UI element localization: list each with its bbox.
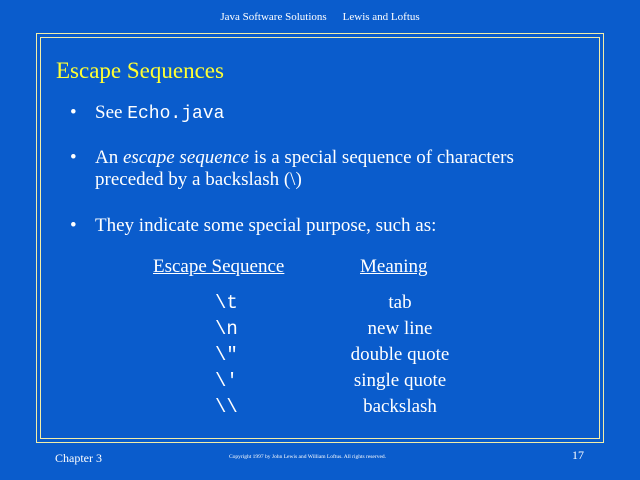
slide-frame-inner xyxy=(40,37,600,439)
bullet-line-2: preceded by a backslash (\) xyxy=(95,169,302,190)
book-title: Java Software Solutions xyxy=(220,11,327,23)
bullet-line-1 xyxy=(95,147,514,168)
table-header-sequence: Escape Sequence xyxy=(153,256,285,277)
bullet-dot-icon: • xyxy=(70,147,77,168)
slide-header xyxy=(0,11,640,23)
bullet-text xyxy=(95,102,224,125)
bullet-text: They indicate some special purpose, such as: xyxy=(95,215,437,236)
slide-title: Escape Sequences xyxy=(56,58,224,83)
escape-sequence-column xyxy=(215,290,238,420)
escape-sequence-cell: \' xyxy=(215,370,238,392)
bullet-dot-icon: • xyxy=(70,215,77,236)
code-filename: Echo.java xyxy=(127,104,225,124)
meaning-cell: new line xyxy=(367,318,433,339)
meaning-cell: backslash xyxy=(363,396,437,417)
meaning-column xyxy=(330,290,470,420)
page-number: 17 xyxy=(572,448,584,462)
escape-sequence-cell: \" xyxy=(215,344,238,366)
bullet-dot-icon: • xyxy=(70,102,77,123)
escape-sequence-cell: \n xyxy=(215,318,238,340)
bullet-term: escape sequence xyxy=(122,147,250,168)
book-authors: Lewis and Loftus xyxy=(342,11,420,23)
escape-sequence-cell: \t xyxy=(215,292,238,314)
bullet-text xyxy=(95,147,514,191)
meaning-cell: double quote xyxy=(350,344,450,365)
bullet-text-start: An xyxy=(95,147,123,168)
table-header-meaning: Meaning xyxy=(360,256,428,277)
copyright-notice: Copyright 1997 by John Lewis and William Loftus. All rights reserved. xyxy=(229,454,387,460)
escape-sequence-cell: \\ xyxy=(215,396,238,418)
meaning-cell: single quote xyxy=(353,370,447,391)
chapter-label: Chapter 3 xyxy=(55,451,102,465)
bullet-prefix: See xyxy=(95,102,128,123)
bullet-text-end: is a special sequence of characters xyxy=(249,147,514,168)
meaning-cell: tab xyxy=(388,292,412,313)
